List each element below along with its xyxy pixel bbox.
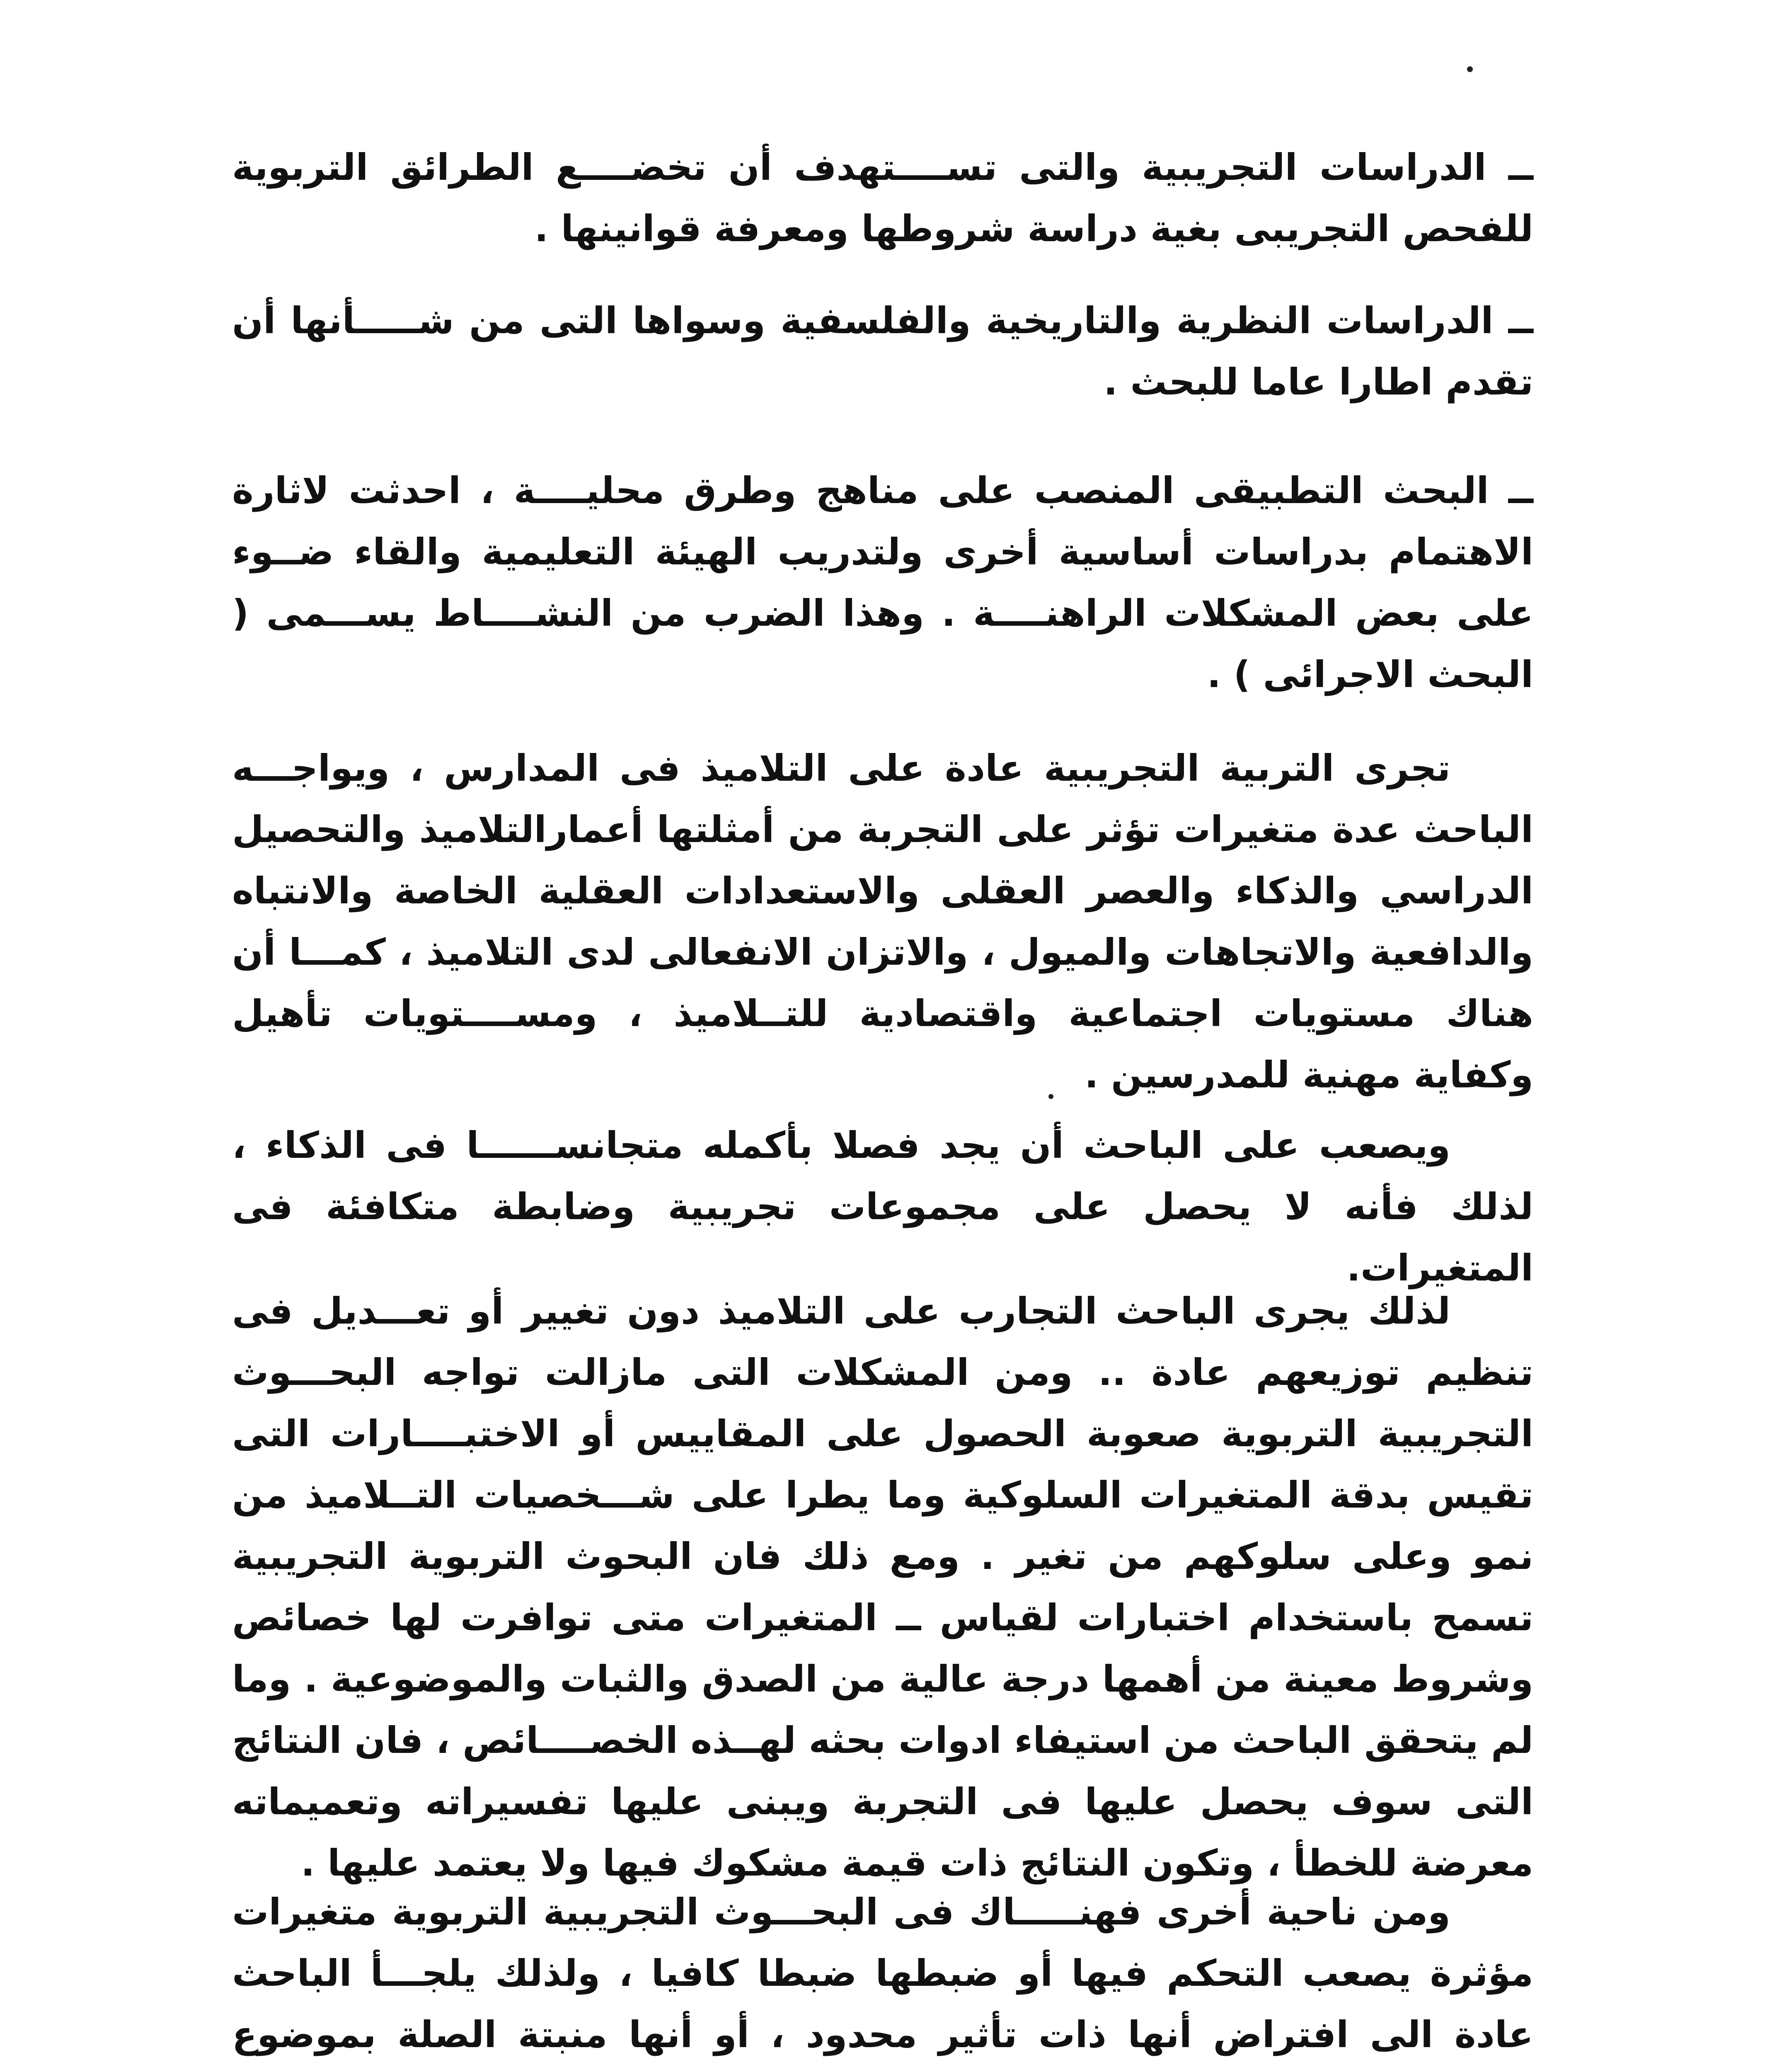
paragraph-7: ومن ناحية أخرى فهنـــــاك فى البحـــوث التجريبية التربوية متغيرات مؤثرة يصعب التحكم فيها أو ضبطها ضبطا كافيا ، ولذلك يلجـــأ الباحث عادة الى افتراض أنها ذات تأثير محدود ، أو أنها منبتة الصلة بموضوع: [232, 1890, 1533, 2056]
paragraph-2: ــ الدراسات النظرية والتاريخية والفلسفية وسواها التى من شـــــأنها أن تقدم اطارا عاما للبحث .: [232, 299, 1533, 403]
paragraph-5: ويصعب على الباحث أن يجد فصلا بأكمله متجانســــــا فى الذكاء ، لذلك فأنه لا يحصل على مجموعات تجريبية وضابطة متكافئة فى المتغيرات.: [232, 1124, 1533, 1289]
page-body: [232, 120, 1533, 2072]
paragraph-1: ــ الدراسات التجريبية والتى تســــتهدف أن تخضــــع الطرائق التربوية للفحص التجريبى بغية دراسة شروطها ومعرفة قوانينها .: [232, 146, 1533, 250]
paragraph-6: لذلك يجرى الباحث التجارب على التلاميذ دون تغيير أو تعـــديل فى تنظيم توزيعهم عادة .. ومن المشكلات التى مازالت تواجه البحـــوث التجريبية التربوية صعوبة الحصول على المقاييس أو الاختبــــارات التى تقيس بدقة المتغيرات السلوكية وما يطرا على شـــخصيات التــلاميذ من نمو وعلى سلوكهم من تغير . ومع ذلك فان البحوث التربوية التجريبية تسمح باستخدام اختبارات لقياس ــ المتغيرات متى توافرت لها خصائص وشروط معينة من أهمها درجة عالية من الصدق والثبات والموضوعية . وما لم يتحقق الباحث من استيفاء ادوات بحثه لهــذه الخصــــائص ، فان النتائج التى سوف يحصل عليها فى التجربة ويبنى عليها تفسيراته وتعميماته معرضة للخطأ ، وتكون النتائج ذات قيمة مشكوك فيها ولا يعتمد عليها .: [232, 1290, 1533, 1884]
paragraph-4: تجرى التربية التجريبية عادة على التلاميذ فى المدارس ، ويواجـــه الباحث عدة متغيرات تؤثر على التجربة من أمثلتها أعمارالتلاميذ والتحصيل الدراسي والذكاء والعصر العقلى والاستعدادات العقلية الخاصة والانتباه والدافعية والاتجاهات والميول ، والاتزان الانفعالى لدى التلاميذ ، كمـــا أن هناك مستويات اجتماعية واقتصادية للتــلاميذ ، ومســــتويات تأهيل وكفاية مهنية للمدرسين .: [232, 747, 1533, 1096]
scan-speck: [1467, 66, 1473, 72]
paragraph-3: ــ البحث التطبيقى المنصب على مناهج وطرق محليــــة ، احدثت لاثارة الاهتمام بدراسات أساسية أخرى ولتدريب الهيئة التعليمية والقاء ضــوء على بعض المشكلات الراهنــــة . وهذا الضرب من النشــــاط يســـمى ( البحث الاجرائى ) .: [232, 469, 1533, 696]
scan-speck: [1048, 1094, 1053, 1099]
